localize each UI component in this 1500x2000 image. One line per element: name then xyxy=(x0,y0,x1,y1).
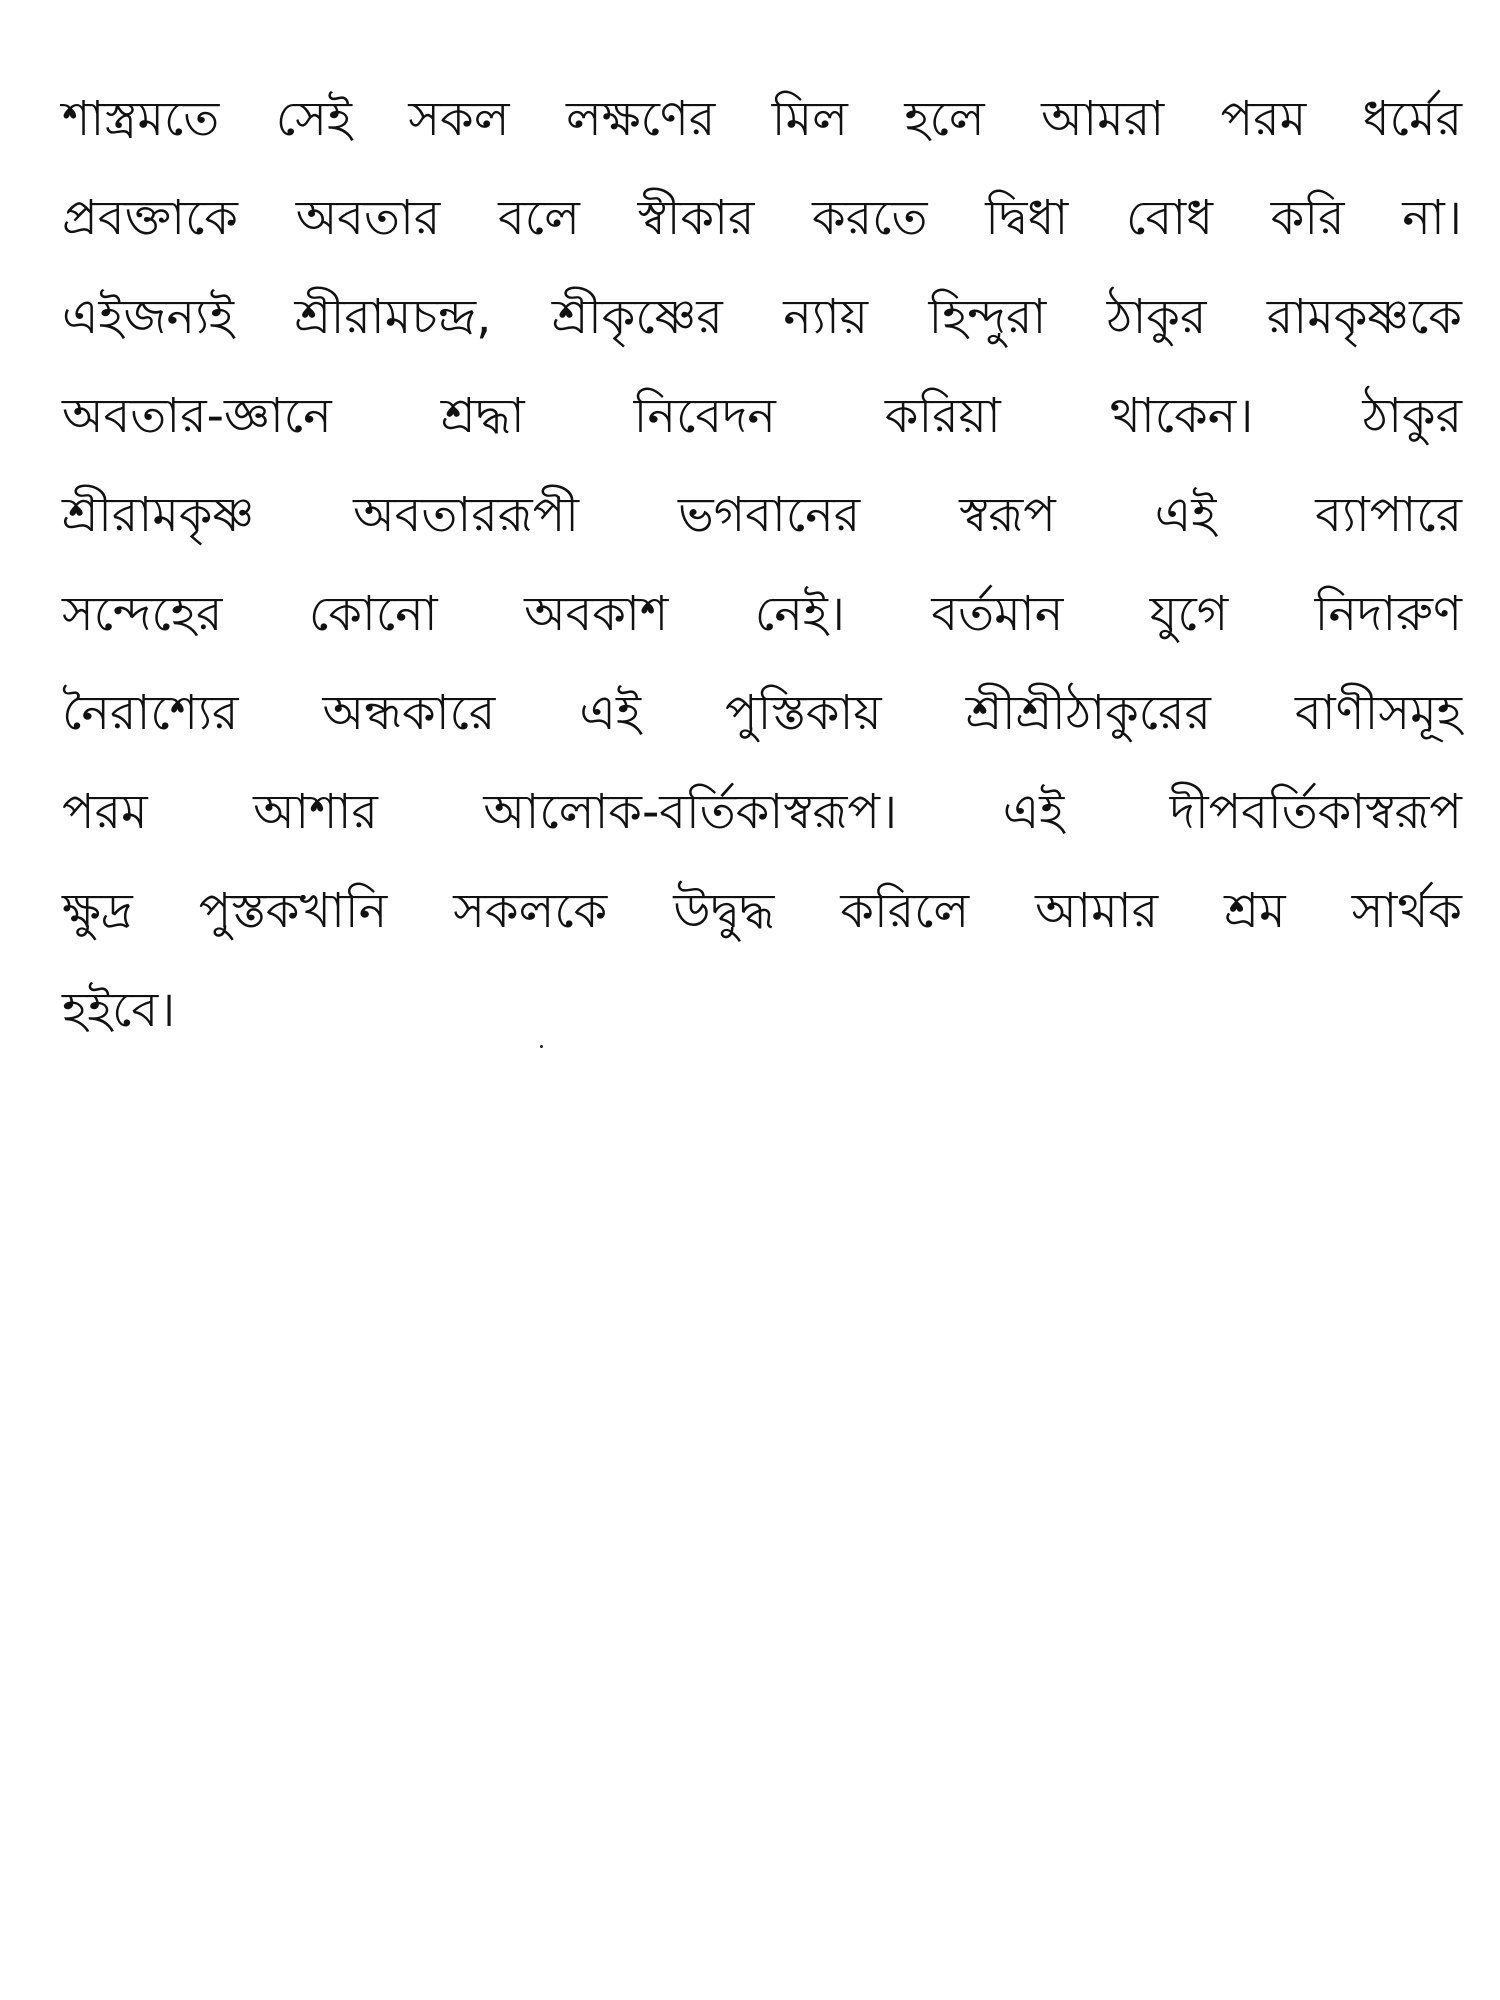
text-line: ক্ষুদ্র পুস্তকখানি সকলকে উদ্বুদ্ধ করিলে আমার শ্রম সার্থক xyxy=(62,883,1462,939)
text-line: এইজন্যই শ্রীরামচন্দ্র, শ্রীকৃষ্ণের ন্যায় হিন্দুরা ঠাকুর রামকৃষ্ণকে xyxy=(62,289,1462,345)
scan-speck xyxy=(540,1045,543,1048)
text-line: সন্দেহের কোনো অবকাশ নেই। বর্তমান যুগে নিদারুণ xyxy=(62,586,1462,642)
text-line-last: হইবে। xyxy=(62,982,176,1038)
text-line: শাস্ত্রমতে সেই সকল লক্ষণের মিল হলে আমরা পরম ধর্মের xyxy=(62,91,1462,147)
text-line: পরম আশার আলোক-বর্তিকাস্বরূপ। এই দীপবর্তিকাস্বরূপ xyxy=(62,784,1462,840)
text-line: প্রবক্তাকে অবতার বলে স্বীকার করতে দ্বিধা বোধ করি না। xyxy=(62,190,1462,246)
body-paragraph xyxy=(62,70,1462,1060)
text-line: নৈরাশ্যের অন্ধকারে এই পুস্তিকায় শ্রীশ্রীঠাকুরের বাণীসমূহ xyxy=(62,685,1462,741)
text-line: শ্রীরামকৃষ্ণ অবতাররূপী ভগবানের স্বরূপ এই ব্যাপারে xyxy=(62,487,1462,543)
text-line: অবতার-জ্ঞানে শ্রদ্ধা নিবেদন করিয়া থাকেন। ঠাকুর xyxy=(62,388,1462,444)
